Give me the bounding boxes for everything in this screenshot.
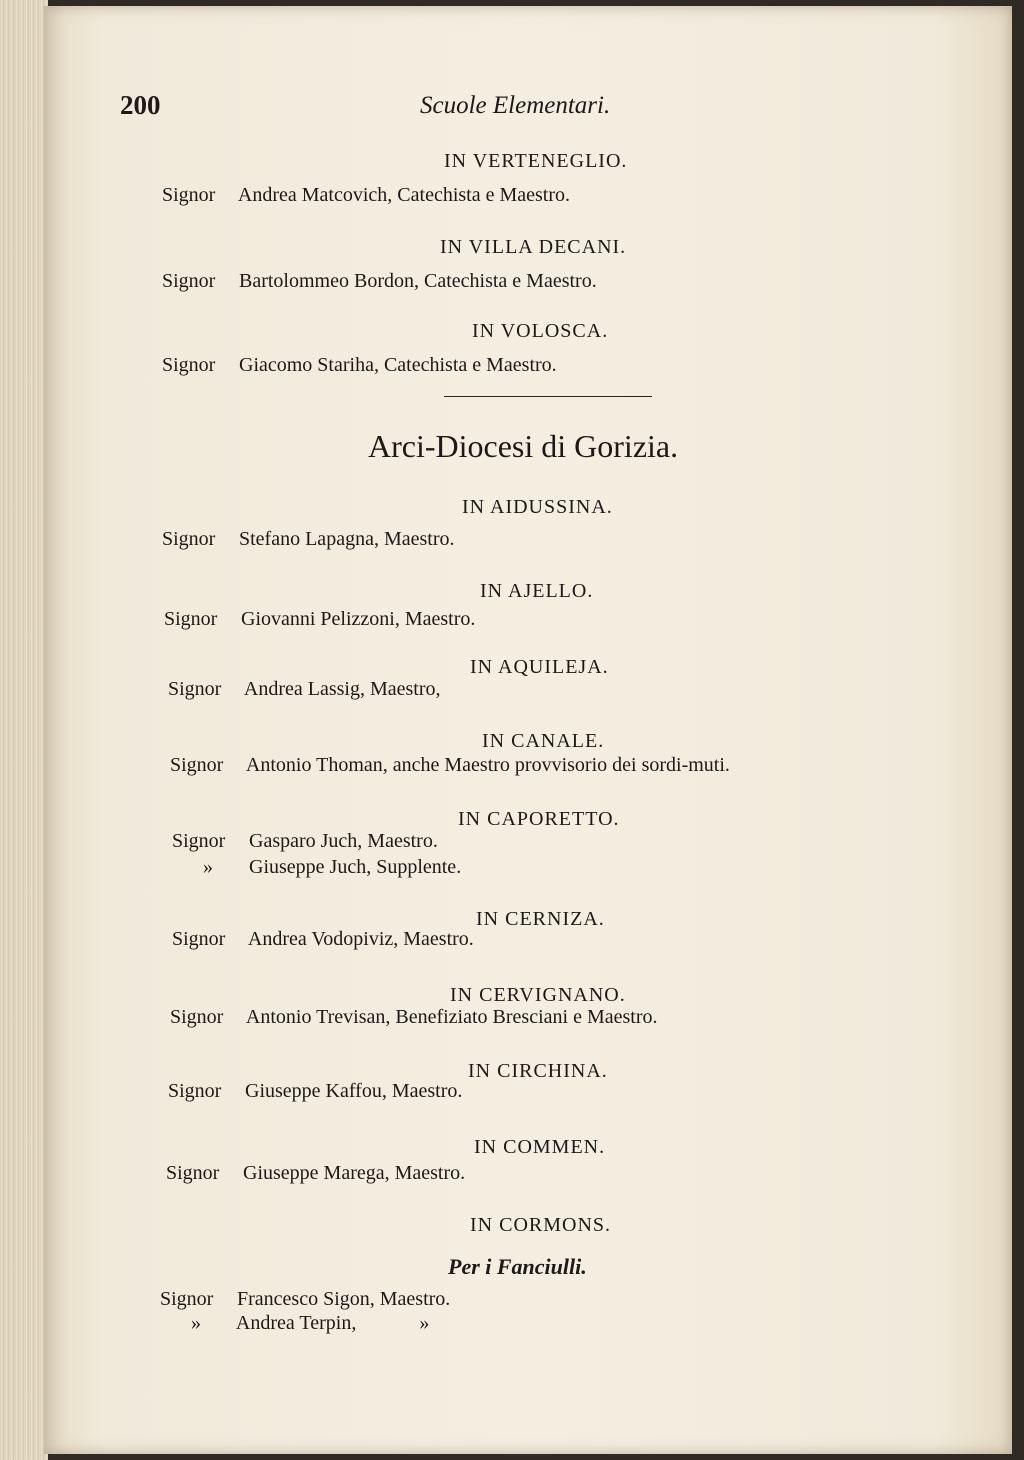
entry-line	[168, 678, 441, 701]
entry-line	[170, 1006, 658, 1029]
entry-line	[172, 856, 461, 879]
section-heading: IN COMMEN.	[474, 1136, 606, 1158]
entry-label: Signor	[172, 928, 226, 950]
ditto-mark: »	[191, 1312, 201, 1334]
entry-label: Signor	[160, 1288, 214, 1310]
diocese-title: Arci-Diocesi di Gorizia.	[368, 428, 679, 464]
section-heading: IN VOLOSCA.	[472, 320, 609, 342]
entry-label: Signor	[164, 608, 218, 630]
section-divider	[444, 396, 652, 397]
entry-label: Signor	[170, 754, 224, 776]
entry-line	[168, 1080, 462, 1103]
entry-line	[160, 1288, 450, 1311]
entry-label: Signor	[162, 270, 216, 292]
entry-text: Giuseppe Juch, Supplente.	[249, 856, 462, 878]
entry-text: Bartolommeo Bordon, Catechista e Maestro.	[239, 270, 597, 292]
section-heading: IN VILLA DECANI.	[440, 236, 627, 258]
running-title: Scuole Elementari.	[420, 92, 611, 119]
entry-line	[162, 270, 597, 293]
section-heading: IN CIRCHINA.	[468, 1060, 608, 1082]
section-heading: IN AIDUSSINA.	[462, 496, 613, 518]
entry-text: Andrea Vodopiviz, Maestro.	[247, 928, 474, 950]
entry-text: Francesco Sigon, Maestro.	[237, 1288, 451, 1310]
section-heading: IN CERVIGNANO.	[450, 984, 626, 1006]
ditto-mark: »	[419, 1312, 430, 1334]
section-heading: IN CANALE.	[482, 730, 605, 752]
entry-line	[172, 830, 438, 853]
section-heading: IN CORMONS.	[470, 1214, 612, 1236]
page-number: 200	[120, 90, 161, 120]
entry-text: Giuseppe Marega, Maestro.	[243, 1162, 466, 1184]
page-edges	[0, 0, 48, 1460]
entry-text: Andrea Terpin,	[235, 1312, 357, 1334]
entry-line	[162, 184, 570, 207]
entry-label: Signor	[168, 678, 222, 700]
entry-text: Stefano Lapagna, Maestro.	[239, 528, 455, 550]
entry-label: Signor	[162, 528, 216, 550]
entry-text: Antonio Trevisan, Benefiziato Bresciani e Maestro.	[245, 1006, 658, 1028]
section-heading: IN VERTENEGLIO.	[444, 150, 628, 172]
entry-line	[162, 528, 454, 551]
entry-text: Andrea Matcovich, Catechista e Maestro.	[237, 184, 571, 206]
ditto-mark: »	[203, 856, 213, 878]
entry-line	[162, 354, 557, 377]
entry-text: Andrea Lassig, Maestro,	[243, 678, 441, 700]
section-heading: IN CAPORETTO.	[458, 808, 620, 830]
entry-text: Giovanni Pelizzoni, Maestro.	[241, 608, 476, 630]
entry-label: Signor	[162, 354, 216, 376]
entry-label: Signor	[168, 1080, 222, 1102]
section-heading: IN AQUILEJA.	[470, 656, 609, 678]
entry-line	[170, 754, 730, 777]
subsection-heading: Per i Fanciulli.	[448, 1254, 587, 1279]
entry-label: Signor	[162, 184, 216, 206]
entry-text: Giuseppe Kaffou, Maestro.	[245, 1080, 463, 1102]
section-heading: IN AJELLO.	[480, 580, 594, 602]
entry-label: Signor	[170, 1006, 224, 1028]
entry-text: Antonio Thoman, anche Maestro provvisorio dei sordi-muti.	[245, 754, 730, 776]
entry-text: Giacomo Stariha, Catechista e Maestro.	[239, 354, 557, 376]
entry-label: Signor	[166, 1162, 220, 1184]
entry-text: Gasparo Juch, Maestro.	[249, 830, 438, 852]
page-header	[120, 90, 680, 130]
entry-line	[172, 928, 474, 951]
entry-label: Signor	[172, 830, 226, 852]
entry-line	[166, 1162, 465, 1185]
entry-line	[160, 1312, 429, 1335]
entry-line	[164, 608, 475, 631]
section-heading: IN CERNIZA.	[476, 908, 605, 930]
